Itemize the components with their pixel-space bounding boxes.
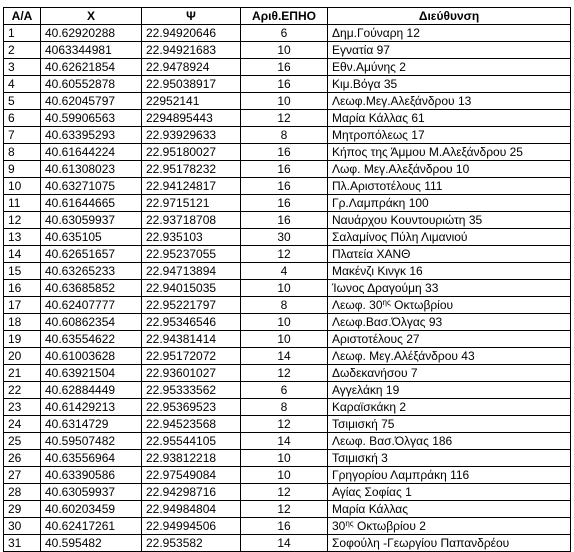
cell-x: 40.61644665	[41, 195, 142, 212]
table-body	[4, 25, 571, 552]
cell-address	[328, 263, 571, 280]
cell-y: 22.94124817	[142, 178, 241, 195]
table-row	[4, 280, 571, 297]
address-tail: Οκτωβρίου	[390, 298, 454, 312]
cell-y: 22.95544105	[142, 433, 241, 450]
cell-aa: 27	[4, 467, 41, 484]
cell-aa: 17	[4, 297, 41, 314]
cell-aa: 20	[4, 348, 41, 365]
cell-epho: 10	[241, 93, 328, 110]
cell-x: 40.59906563	[41, 110, 142, 127]
table-row	[4, 467, 571, 484]
cell-address	[328, 416, 571, 433]
cell-x: 40.63271075	[41, 178, 142, 195]
cell-y: 22.95180027	[142, 144, 241, 161]
cell-x: 40.60552878	[41, 76, 142, 93]
cell-address	[328, 382, 571, 399]
address-text: Πλατεία ΧΑΝΘ	[332, 247, 411, 261]
cell-aa: 22	[4, 382, 41, 399]
address-text: Δημ.Γούναρη 12	[332, 26, 420, 40]
cell-y: 22.95172072	[142, 348, 241, 365]
cell-address	[328, 365, 571, 382]
cell-epho: 16	[241, 178, 328, 195]
cell-y: 22.94381414	[142, 331, 241, 348]
address-text: Μακένζι Κινγκ 16	[332, 264, 423, 278]
cell-y: 22.94713894	[142, 263, 241, 280]
table-row	[4, 127, 571, 144]
address-tail: Οκτωβρίου 2	[353, 519, 426, 533]
cell-address	[328, 127, 571, 144]
cell-x: 40.63554622	[41, 331, 142, 348]
cell-epho: 16	[241, 195, 328, 212]
cell-aa: 28	[4, 484, 41, 501]
table-row	[4, 110, 571, 127]
cell-y: 22.94984804	[142, 501, 241, 518]
header-y: Ψ	[142, 8, 241, 25]
cell-address	[328, 348, 571, 365]
address-text: Τσιμισκή 75	[332, 417, 395, 431]
cell-y: 22.95178232	[142, 161, 241, 178]
cell-aa: 13	[4, 229, 41, 246]
header-address: Διεύθυνση	[328, 8, 571, 25]
header-x: Χ	[41, 8, 142, 25]
cell-y: 22.95038917	[142, 76, 241, 93]
stations-table	[3, 7, 571, 552]
cell-address	[328, 246, 571, 263]
table-row	[4, 484, 571, 501]
cell-aa: 10	[4, 178, 41, 195]
address-text: Γρηγορίου Λαμπράκη 116	[332, 468, 470, 482]
cell-aa: 6	[4, 110, 41, 127]
cell-x: 4063344981	[41, 42, 142, 59]
table-row	[4, 263, 571, 280]
table-row	[4, 144, 571, 161]
cell-x: 40.62417261	[41, 518, 142, 535]
table-row	[4, 365, 571, 382]
table-row	[4, 331, 571, 348]
cell-x: 40.63685852	[41, 280, 142, 297]
cell-x: 40.59507482	[41, 433, 142, 450]
address-text: Μητροπόλεως 17	[332, 128, 425, 142]
address-text: Κιμ.Βόγα 35	[332, 77, 398, 91]
cell-y: 22.935103	[142, 229, 241, 246]
cell-epho: 14	[241, 535, 328, 552]
cell-aa: 1	[4, 25, 41, 42]
cell-aa: 23	[4, 399, 41, 416]
address-text: Ναυάρχου Κουντουριώτη 35	[332, 213, 483, 227]
address-text: Αγίας Σοφίας 1	[332, 485, 412, 499]
cell-address	[328, 110, 571, 127]
cell-epho: 16	[241, 161, 328, 178]
cell-epho: 8	[241, 297, 328, 314]
cell-y: 22.93812218	[142, 450, 241, 467]
cell-aa: 15	[4, 263, 41, 280]
cell-epho: 16	[241, 518, 328, 535]
address-text: Ίωνος Δραγούμη 33	[332, 281, 439, 295]
cell-aa: 24	[4, 416, 41, 433]
cell-aa: 7	[4, 127, 41, 144]
table-row	[4, 348, 571, 365]
cell-y: 2294895443	[142, 110, 241, 127]
table-row	[4, 178, 571, 195]
cell-x: 40.63556964	[41, 450, 142, 467]
cell-x: 40.6314729	[41, 416, 142, 433]
cell-epho: 10	[241, 280, 328, 297]
address-text: Εθν.Αμύνης 2	[332, 60, 406, 74]
cell-epho: 6	[241, 382, 328, 399]
cell-x: 40.60203459	[41, 501, 142, 518]
cell-x: 40.62407777	[41, 297, 142, 314]
cell-x: 40.61429213	[41, 399, 142, 416]
cell-aa: 11	[4, 195, 41, 212]
cell-y: 22.94994506	[142, 518, 241, 535]
cell-address	[328, 535, 571, 552]
cell-address	[328, 280, 571, 297]
cell-y: 22.953582	[142, 535, 241, 552]
cell-epho: 6	[241, 25, 328, 42]
address-text: Αγγελάκη 19	[332, 383, 400, 397]
cell-aa: 4	[4, 76, 41, 93]
cell-epho: 10	[241, 450, 328, 467]
table-row	[4, 195, 571, 212]
cell-y: 22.95333562	[142, 382, 241, 399]
table-row	[4, 416, 571, 433]
cell-y: 22.97549084	[142, 467, 241, 484]
cell-epho: 16	[241, 76, 328, 93]
cell-address	[328, 161, 571, 178]
cell-y: 22.95346546	[142, 314, 241, 331]
address-text: Σαλαμίνος Πύλη Λιμανιού	[332, 230, 468, 244]
table-row	[4, 297, 571, 314]
header-aa: Α/Α	[4, 8, 41, 25]
cell-y: 22.95369523	[142, 399, 241, 416]
table-row	[4, 161, 571, 178]
cell-x: 40.63059937	[41, 212, 142, 229]
table-row	[4, 433, 571, 450]
cell-epho: 12	[241, 365, 328, 382]
cell-aa: 5	[4, 93, 41, 110]
address-text: Δωδεκανήσου 7	[332, 366, 418, 380]
cell-aa: 19	[4, 331, 41, 348]
cell-aa: 18	[4, 314, 41, 331]
cell-address	[328, 195, 571, 212]
cell-y: 22.93718708	[142, 212, 241, 229]
cell-epho: 10	[241, 314, 328, 331]
cell-x: 40.62920288	[41, 25, 142, 42]
cell-aa: 12	[4, 212, 41, 229]
cell-x: 40.62651657	[41, 246, 142, 263]
cell-address	[328, 144, 571, 161]
table-row	[4, 59, 571, 76]
cell-y: 22.94523568	[142, 416, 241, 433]
address-text: Αριστοτέλους 27	[332, 332, 420, 346]
cell-epho: 12	[241, 110, 328, 127]
cell-epho: 14	[241, 348, 328, 365]
cell-epho: 12	[241, 501, 328, 518]
cell-address	[328, 212, 571, 229]
cell-address	[328, 42, 571, 59]
address-ordinal-suffix: ης	[345, 519, 354, 528]
cell-aa: 31	[4, 535, 41, 552]
table-row	[4, 450, 571, 467]
cell-address	[328, 178, 571, 195]
address-text: Κήπος της Άμμου Μ.Αλεξάνδρου 25	[332, 145, 523, 159]
cell-address	[328, 229, 571, 246]
cell-y: 22.95221797	[142, 297, 241, 314]
cell-aa: 2	[4, 42, 41, 59]
table-row	[4, 314, 571, 331]
cell-y: 22.94921683	[142, 42, 241, 59]
address-text: Εγνατία 97	[332, 43, 390, 57]
cell-address	[328, 501, 571, 518]
table-row	[4, 212, 571, 229]
cell-y: 22952141	[142, 93, 241, 110]
address-text: Λεωφ.Βασ.Όλγας 93	[332, 315, 443, 329]
cell-epho: 16	[241, 212, 328, 229]
address-ordinal-suffix: ης	[382, 298, 391, 307]
cell-epho: 10	[241, 331, 328, 348]
cell-x: 40.595482	[41, 535, 142, 552]
cell-x: 40.61308023	[41, 161, 142, 178]
cell-y: 22.9478924	[142, 59, 241, 76]
cell-address	[328, 76, 571, 93]
cell-address	[328, 331, 571, 348]
cell-address	[328, 467, 571, 484]
cell-x: 40.63395293	[41, 127, 142, 144]
table-row	[4, 42, 571, 59]
address-text: Λεωφ.Μεγ.Αλεξάνδρου 13	[332, 94, 472, 108]
table-row	[4, 518, 571, 535]
table-row	[4, 229, 571, 246]
cell-aa: 25	[4, 433, 41, 450]
cell-epho: 10	[241, 42, 328, 59]
cell-epho: 8	[241, 127, 328, 144]
cell-epho: 8	[241, 399, 328, 416]
cell-x: 40.63921504	[41, 365, 142, 382]
address-text: Σοφούλη -Γεωργίου Παπανδρέου	[332, 536, 510, 550]
cell-aa: 21	[4, 365, 41, 382]
header-row	[4, 8, 571, 25]
address-text: Λεωφ. Βασ.Όλγας 186	[332, 434, 453, 448]
table-row	[4, 93, 571, 110]
address-text: 30	[332, 519, 346, 533]
cell-address	[328, 450, 571, 467]
cell-aa: 29	[4, 501, 41, 518]
table-row	[4, 535, 571, 552]
cell-x: 40.62884449	[41, 382, 142, 399]
cell-address	[328, 399, 571, 416]
cell-epho: 12	[241, 484, 328, 501]
cell-aa: 3	[4, 59, 41, 76]
address-text: Καραϊσκάκη 2	[332, 400, 407, 414]
cell-aa: 30	[4, 518, 41, 535]
cell-x: 40.63265233	[41, 263, 142, 280]
cell-address	[328, 433, 571, 450]
cell-address	[328, 484, 571, 501]
address-text: Λωφ. Μεγ.Αλεξάνδρου 10	[332, 162, 470, 176]
cell-x: 40.61003628	[41, 348, 142, 365]
table-row	[4, 76, 571, 93]
cell-address	[328, 59, 571, 76]
cell-aa: 16	[4, 280, 41, 297]
cell-address	[328, 518, 571, 535]
address-text: Μαρία Κάλλας 61	[332, 111, 425, 125]
table-row	[4, 382, 571, 399]
cell-x: 40.60862354	[41, 314, 142, 331]
cell-y: 22.93929633	[142, 127, 241, 144]
cell-y: 22.94298716	[142, 484, 241, 501]
cell-x: 40.635105	[41, 229, 142, 246]
address-text: Μαρία Κάλλας	[332, 502, 409, 516]
table-row	[4, 399, 571, 416]
cell-epho: 12	[241, 246, 328, 263]
table-row	[4, 246, 571, 263]
cell-epho: 16	[241, 144, 328, 161]
cell-x: 40.63390586	[41, 467, 142, 484]
cell-x: 40.63059937	[41, 484, 142, 501]
cell-y: 22.93601027	[142, 365, 241, 382]
cell-x: 40.62045797	[41, 93, 142, 110]
cell-aa: 9	[4, 161, 41, 178]
cell-aa: 26	[4, 450, 41, 467]
address-text: Τσιμισκή 3	[332, 451, 388, 465]
cell-epho: 10	[241, 467, 328, 484]
table-row	[4, 501, 571, 518]
cell-epho: 30	[241, 229, 328, 246]
cell-epho: 14	[241, 433, 328, 450]
cell-address	[328, 314, 571, 331]
cell-y: 22.9715121	[142, 195, 241, 212]
cell-x: 40.62621854	[41, 59, 142, 76]
cell-y: 22.94015035	[142, 280, 241, 297]
cell-aa: 14	[4, 246, 41, 263]
cell-x: 40.61644224	[41, 144, 142, 161]
cell-address	[328, 25, 571, 42]
cell-epho: 12	[241, 416, 328, 433]
cell-y: 22.94920646	[142, 25, 241, 42]
address-text: Λεωφ. Μεγ.Αλέξάνδρου 43	[332, 349, 475, 363]
table-row	[4, 25, 571, 42]
cell-address	[328, 93, 571, 110]
address-text: Γρ.Λαμπράκη 100	[332, 196, 429, 210]
header-epho: Αριθ.ΕΠΗΟ	[241, 8, 328, 25]
cell-address	[328, 297, 571, 314]
cell-y: 22.95237055	[142, 246, 241, 263]
address-text: Πλ.Αριστοτέλους 111	[332, 179, 443, 193]
cell-epho: 4	[241, 263, 328, 280]
cell-aa: 8	[4, 144, 41, 161]
address-text: Λεωφ. 30	[332, 298, 383, 312]
cell-epho: 16	[241, 59, 328, 76]
